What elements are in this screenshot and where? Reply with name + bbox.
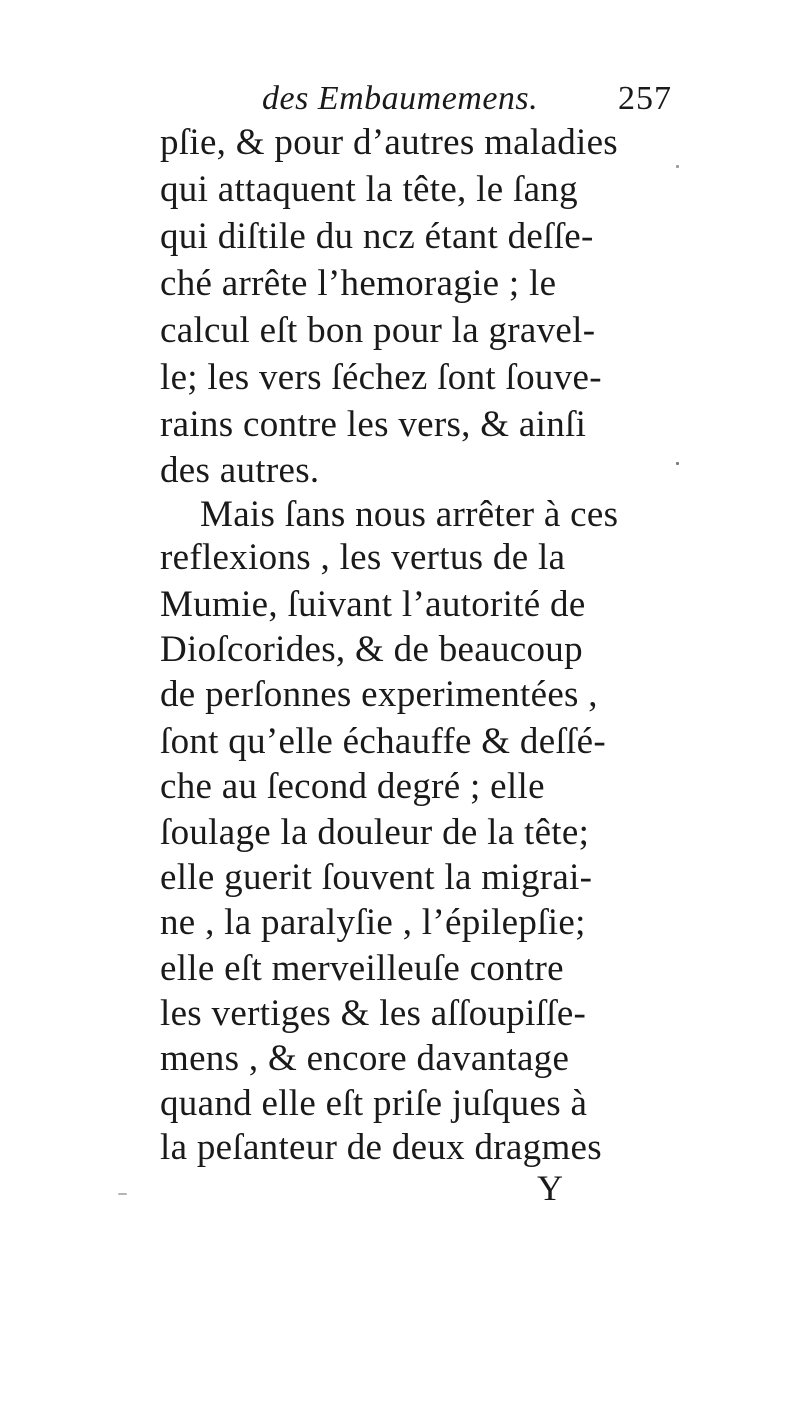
signature-mark: Y: [537, 1168, 563, 1208]
text-line: qui diſtile du ncz étant deſſe-: [160, 216, 594, 257]
text-line: elle guerit ſouvent la migrai-: [160, 857, 593, 898]
text-line: quand elle eſt priſe juſques à: [160, 1083, 588, 1124]
page-number: 257: [618, 80, 672, 117]
paragraph-first-line: Mais ſans nous arrêter à ces: [200, 494, 619, 535]
text-line: rains contre les vers, & ainſi: [160, 404, 587, 445]
paper-speck: [676, 165, 679, 168]
paper-speck: [676, 462, 679, 465]
text-line: mens , & encore davantage: [160, 1038, 570, 1079]
text-line: che au ſecond degré ; elle: [160, 766, 545, 807]
text-line: Mumie, ſuivant l’autorité de: [160, 584, 586, 625]
text-line: des autres.: [160, 450, 320, 491]
text-line: pſie, & pour d’autres maladies: [160, 122, 619, 163]
text-line: de perſonnes experimentées ,: [160, 674, 598, 715]
running-head: [262, 74, 682, 124]
text-line: ne , la paralyſie , l’épilepſie;: [160, 902, 586, 943]
text-line: Dioſcorides, & de beaucoup: [160, 629, 583, 670]
text-line: la peſanteur de deux dragmes: [160, 1127, 602, 1168]
text-line: les vertiges & les aſſoupiſſe-: [160, 993, 587, 1034]
text-line: elle eſt merveilleuſe contre: [160, 948, 564, 989]
text-line: qui attaquent la tête, le ſang: [160, 169, 578, 210]
text-line: ſont qu’elle échauffe & deſſé-: [160, 721, 606, 762]
text-line: le; les vers ſéchez ſont ſouve-: [160, 357, 602, 398]
text-line: ché arrête l’hemoragie ; le: [160, 263, 557, 304]
running-title: des Embaumemens.: [262, 80, 539, 117]
text-line: calcul eſt bon pour la gravel-: [160, 310, 596, 351]
text-line: ſoulage la douleur de la tête;: [160, 812, 590, 853]
text-line: reflexions , les vertus de la: [160, 537, 566, 578]
paper-speck: [118, 1193, 127, 1195]
